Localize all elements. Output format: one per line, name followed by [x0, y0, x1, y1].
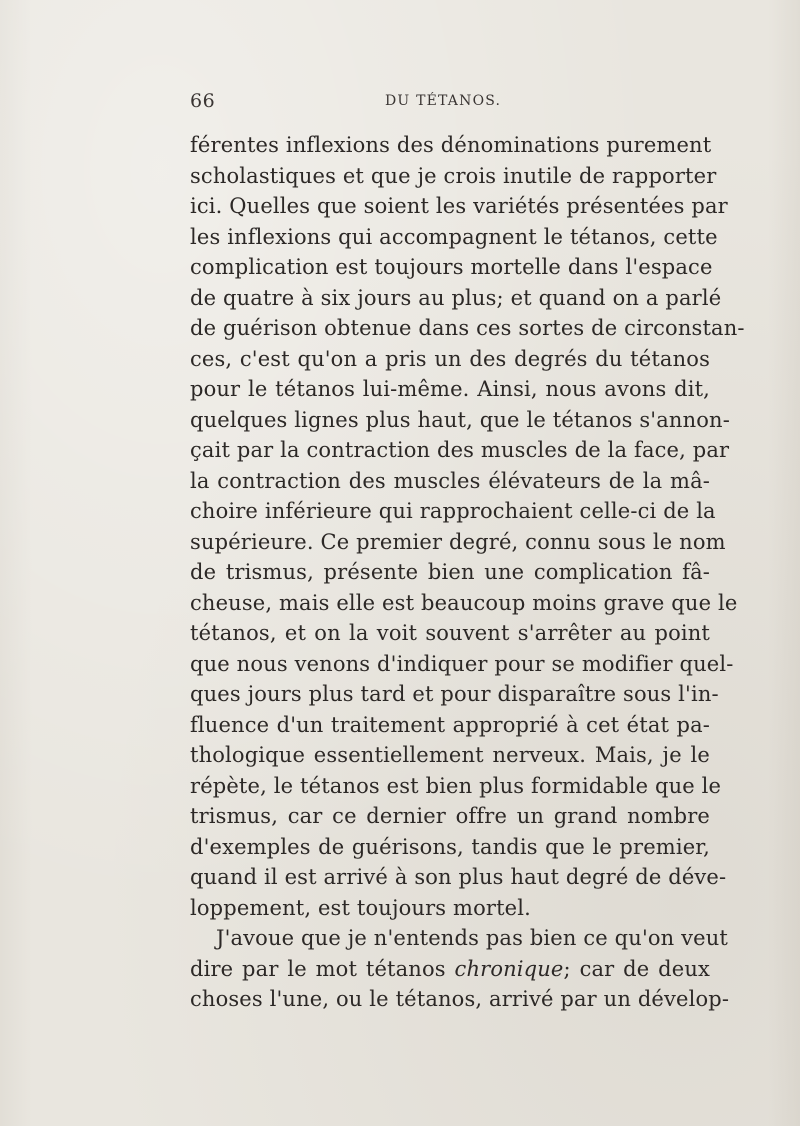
text-line: férentes inflexions des dénominations purement: [190, 133, 712, 157]
text-line: loppement, est toujours mortel.: [190, 895, 531, 920]
text-line: choses l'une, ou le tétanos, arrivé par un dévelop-: [190, 987, 730, 1011]
text-line: la contraction des muscles élévateurs de la mâ-: [190, 468, 710, 493]
text-line: fluence d'un traitement approprié à cet état pa-: [190, 712, 710, 737]
text-line: complication est toujours mortelle dans l'espace: [190, 255, 713, 279]
text-line: les inflexions qui accompagnent le tétanos, cette: [190, 224, 718, 249]
text-line: trismus, car ce dernier offre un grand nombre: [190, 804, 710, 828]
text-line: choire inférieure qui rapprochaient celle-ci de la: [190, 499, 716, 523]
text-line: scholastiques et que je crois inutile de rapporter: [190, 163, 717, 188]
text-line: çait par la contraction des muscles de la face, par: [190, 438, 730, 462]
text-line: thologique essentiellement nerveux. Mais, je le: [190, 743, 710, 767]
text-line: ques jours plus tard et pour disparaître sous l'in-: [190, 682, 719, 706]
text-line: que nous venons d'indiquer pour se modifier quel-: [190, 651, 734, 676]
text-line: ici. Quelles que soient les variétés présentées par: [190, 194, 728, 218]
paragraph-first-line: J'avoue que je n'entends pas bien ce qu'on veut: [216, 926, 729, 950]
text-line: supérieure. Ce premier degré, connu sous le nom: [190, 529, 726, 554]
text-line: d'exemples de guérisons, tandis que le premier,: [190, 834, 710, 859]
italic-term: chronique: [454, 956, 564, 981]
text-line: pour le tétanos lui-même. Ainsi, nous avons dit,: [190, 377, 710, 401]
running-title: DU TÉTANOS.: [385, 93, 502, 109]
text-line: de guérison obtenue dans ces sortes de circonstan-: [190, 316, 745, 340]
text-line: cheuse, mais elle est beaucoup moins grave que le: [190, 590, 738, 615]
text-line: ces, c'est qu'on a pris un des degrés du tétanos: [190, 346, 710, 371]
text-line: [190, 954, 710, 985]
text-line: tétanos, et on la voit souvent s'arrêter au point: [190, 621, 710, 645]
text-run: ; car de deux: [563, 956, 711, 981]
text-run: dire par le mot tétanos: [190, 956, 455, 981]
text-line: de quatre à six jours au plus; et quand on a parlé: [190, 285, 722, 310]
text-line: répète, le tétanos est bien plus formidable que le: [190, 773, 722, 798]
running-head: [190, 88, 710, 118]
text-line: de trismus, présente bien une complication fâ-: [190, 560, 710, 584]
page-number: 66: [190, 90, 216, 112]
body-text: [190, 130, 745, 1015]
text-line: quelques lignes plus haut, que le tétanos s'annon-: [190, 407, 730, 432]
text-line: quand il est arrivé à son plus haut degré de déve-: [190, 865, 727, 889]
